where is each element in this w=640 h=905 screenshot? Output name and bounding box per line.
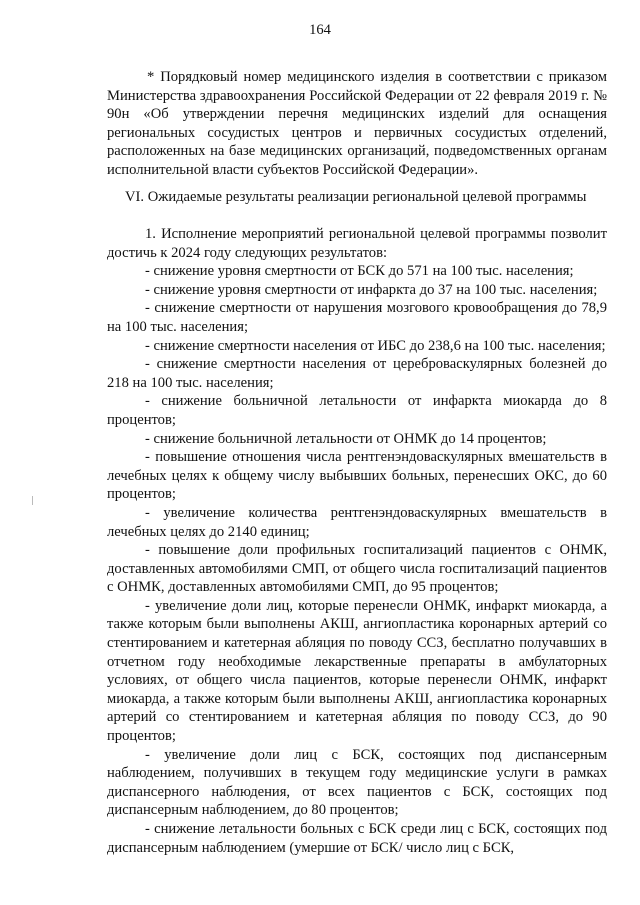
result-item: - снижение смертности населения от ИБС до 238,6 на 100 тыс. населения; <box>145 337 606 354</box>
result-item: - снижение смертности населения от цереброваскулярных болезней до 218 на 100 тыс. населения; <box>107 356 607 391</box>
result-item: - увеличение количества рентгенэндоваскулярных вмешательств в лечебных целях до 2140 единиц; <box>107 504 607 540</box>
section-body <box>107 225 607 857</box>
result-item: - снижение больничной летальности от инфаркта миокарда до 8 процентов; <box>107 393 607 428</box>
result-item: - снижение смертности от нарушения мозгового кровообращения до 78,9 на 100 тыс. населения; <box>107 300 607 335</box>
result-item: - снижение уровня смертности от инфаркта до 37 на 100 тыс. населения; <box>145 281 598 298</box>
result-item: - увеличение доли лиц с БСК, состоящих под диспансерным наблюдением, получивших в текущем году медицинские услуги в рамках диспансерного наблюдения, от всех пациентов с БСК, состоящих под диспансерным наблюдением, до 80 процентов; <box>107 746 607 819</box>
section-heading: VI. Ожидаемые результаты реализации региональной целевой программы <box>125 189 587 205</box>
page-number: 164 <box>309 22 331 38</box>
result-item: - снижение больничной летальности от ОНМК до 14 процентов; <box>145 430 547 447</box>
intro-paragraph: 1. Исполнение мероприятий региональной целевой программы позволит достичь к 2024 году следующих результатов: <box>107 226 607 261</box>
scan-margin-mark <box>32 496 33 505</box>
footnote <box>107 68 607 180</box>
footnote-paragraph: * Порядковый номер медицинского изделия в соответствии с приказом Министерства здравоохранения Российской Федерации от 22 февраля 2019 г. № 90н «Об утверждении перечня медицинских изделий для оснащения региональных сосудистых центров и первичных сосудистых отделений, расположенных на базе медицинских организаций, подведомственных органам исполнительной власти субъектов Российской Федерации». <box>107 69 607 178</box>
result-item: - увеличение доли лиц, которые перенесли ОНМК, инфаркт миокарда, а также которым были выполнены АКШ, ангиопластика коронарных артерий со стентированием и катетерная абляция по поводу ССЗ, бесплатно получавших в отчетном году необходимые лекарственные препараты в амбулаторных условиях, от общего числа пациентов, которые перенесли ОНМК, инфаркт миокарда, а также которым были выполнены АКШ, ангиопластика коронарных артерий со стентированием и катетерная абляция по поводу ССЗ, до 90 процентов; <box>107 597 607 745</box>
result-item: - повышение отношения числа рентгенэндоваскулярных вмешательств в лечебных целях к общему числу выбывших больных, перенесших ОКС, до 60 процентов; <box>107 449 607 503</box>
result-item: - снижение летальности больных с БСК среди лиц с БСК, состоящих под диспансерным наблюдением (умершие от БСК/ число лиц с БСК, <box>107 821 607 856</box>
result-item: - повышение доли профильных госпитализаций пациентов с ОНМК, доставленных автомобилями СМП, от общего числа госпитализаций пациентов с ОНМК, доставленных автомобилями СМП, до 95 процентов; <box>107 542 607 596</box>
result-item: - снижение уровня смертности от БСК до 571 на 100 тыс. населения; <box>145 263 574 280</box>
